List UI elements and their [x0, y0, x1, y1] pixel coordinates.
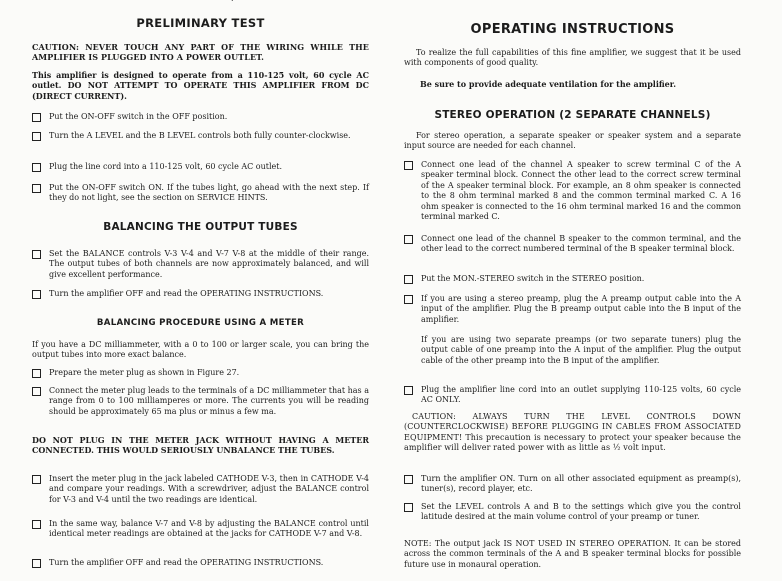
- checkbox[interactable]: [404, 475, 413, 484]
- balancing-title: BALANCING THE OUTPUT TUBES: [103, 221, 298, 233]
- checkbox[interactable]: [32, 113, 41, 122]
- checklist-item[interactable]: Plug the line cord into a 110-125 volt, 60 cycle AC outlet.: [32, 162, 369, 172]
- checklist-item[interactable]: Connect one lead of the channel B speaker to the common terminal, and the other lead to the correct numbered terminal of the B speaker terminal block.: [404, 234, 741, 255]
- scan-mark: ˙: [230, 0, 235, 10]
- checkbox[interactable]: [32, 163, 41, 172]
- checkbox[interactable]: [32, 387, 41, 396]
- checkbox[interactable]: [32, 290, 41, 299]
- checkbox[interactable]: [404, 275, 413, 284]
- output-jack-note: NOTE: The output jack IS NOT USED IN STEREO OPERATION. It can be stored across the common terminals of the A and B speaker terminal blocks for possible future use in monaural operation.: [404, 539, 741, 569]
- stereo-sub-note: If you are using two separate preamps (or two separate tuners) plug the output cable of one preamp into the A input of the amplifier. Plug the output cable of the other preamp into the B input of the amplifier.: [421, 335, 741, 365]
- checklist-item[interactable]: Set the BALANCE controls V-3 V-4 and V-7 V-8 at the middle of their range. The output tubes of both channels are now approximately balanced, and will give excellent performance.: [32, 249, 369, 280]
- stereo-operation-title: STEREO OPERATION (2 SEPARATE CHANNELS): [434, 109, 711, 121]
- operating-instructions-column: [404, 0, 741, 581]
- checkbox[interactable]: [404, 161, 413, 170]
- checkbox[interactable]: [32, 520, 41, 529]
- checklist-item[interactable]: Put the ON-OFF switch in the OFF position.: [32, 112, 369, 122]
- ventilation-note: Be sure to provide adequate ventilation for the amplifier.: [420, 79, 677, 89]
- checklist-item[interactable]: Plug the amplifier line cord into an outlet supplying 110-125 volts, 60 cycle AC ONLY.: [404, 385, 741, 406]
- checklist-item[interactable]: Set the LEVEL controls A and B to the settings which give you the control latitude desired at the main volume control of your preamp or tuner.: [404, 502, 741, 523]
- checkbox[interactable]: [32, 475, 41, 484]
- checkbox[interactable]: [32, 250, 41, 259]
- checklist-item[interactable]: Prepare the meter plug as shown in Figure 27.: [32, 368, 369, 378]
- checklist-item[interactable]: If you are using a stereo preamp, plug the A preamp output cable into the A input of the amplifier. Plug the B preamp output cable into the B input of the amplifier.: [404, 294, 741, 325]
- dc-warning: This amplifier is designed to operate from a 110-125 volt, 60 cycle AC outlet. DO NOT ATTEMPT TO OPERATE THIS AMPLIFIER FROM DC (DIRECT CURRENT).: [32, 70, 369, 101]
- checklist-item[interactable]: Insert the meter plug in the jack labeled CATHODE V-3, then in CATHODE V-4 and compare your readings. With a screwdriver, adjust the BALANCE control for V-3 and V-4 until the two readings are identical.: [32, 474, 369, 505]
- checkbox[interactable]: [404, 386, 413, 395]
- checklist-item[interactable]: Turn the amplifier ON. Turn on all other associated equipment as preamp(s), tuner(s), record player, etc.: [404, 474, 741, 495]
- checklist-item[interactable]: Connect the meter plug leads to the terminals of a DC milliammeter that has a range from 0 to 100 milliamperes or more. The currents you will be reading should be approximately 65 ma plus or minus a few ma.: [32, 386, 369, 417]
- preliminary-test-column: [32, 0, 369, 581]
- checklist-item[interactable]: Turn the amplifier OFF and read the OPERATING INSTRUCTIONS.: [32, 289, 369, 299]
- checklist-item[interactable]: Turn the amplifier OFF and read the OPERATING INSTRUCTIONS.: [32, 558, 369, 568]
- stereo-intro: For stereo operation, a separate speaker or speaker system and a separate input source are needed for each channel.: [404, 131, 741, 151]
- checklist-item[interactable]: Put the MON.-STEREO switch in the STEREO position.: [404, 274, 741, 284]
- level-caution: CAUTION: ALWAYS TURN THE LEVEL CONTROLS DOWN (COUNTERCLOCKWISE) BEFORE PLUGGING IN CABLES FROM ASSOCIATED EQUIPMENT! This precaution is necessary to protect your speaker because the amplifier will deliver rated power with as little as ½ volt input.: [404, 412, 741, 453]
- operating-intro: To realize the full capabilities of this fine amplifier, we suggest that it be used with components of good quality.: [404, 48, 741, 68]
- checkbox[interactable]: [32, 559, 41, 568]
- preliminary-test-title: PRELIMINARY TEST: [136, 16, 265, 30]
- checkbox[interactable]: [404, 235, 413, 244]
- meter-intro: If you have a DC milliammeter, with a 0 to 100 or larger scale, you can bring the output tubes into more exact balance.: [32, 340, 369, 360]
- checklist-item[interactable]: In the same way, balance V-7 and V-8 by adjusting the BALANCE control until identical meter readings are obtained at the jacks for CATHODE V-7 and V-8.: [32, 519, 369, 540]
- meter-warning: DO NOT PLUG IN THE METER JACK WITHOUT HAVING A METER CONNECTED. THIS WOULD SERIOUSLY UNBALANCE THE TUBES.: [32, 435, 369, 456]
- checkbox[interactable]: [404, 295, 413, 304]
- checklist-item[interactable]: Turn the A LEVEL and the B LEVEL controls both fully counter-clockwise.: [32, 131, 369, 141]
- checkbox[interactable]: [404, 503, 413, 512]
- checkbox[interactable]: [32, 132, 41, 141]
- checklist-item[interactable]: Connect one lead of the channel A speaker to screw terminal C of the A speaker terminal block. Connect the other lead to the correct screw terminal of the A speaker terminal block. For example, an 8 ohm speaker is connected to the 8 ohm terminal marked 8 and the common terminal marked C. A 16 ohm speaker is connected to the 16 ohm terminal marked 16 and the common terminal marked C.: [404, 160, 741, 222]
- checkbox[interactable]: [32, 184, 41, 193]
- operating-instructions-title: OPERATING INSTRUCTIONS: [470, 22, 675, 37]
- meter-procedure-title: BALANCING PROCEDURE USING A METER: [96, 318, 305, 328]
- wiring-caution: CAUTION: NEVER TOUCH ANY PART OF THE WIRING WHILE THE AMPLIFIER IS PLUGGED INTO A POWER OUTLET.: [32, 42, 369, 63]
- checklist-item[interactable]: Put the ON-OFF switch ON. If the tubes light, go ahead with the next step. If they do not light, see the section on SERVICE HINTS.: [32, 183, 369, 204]
- checkbox[interactable]: [32, 369, 41, 378]
